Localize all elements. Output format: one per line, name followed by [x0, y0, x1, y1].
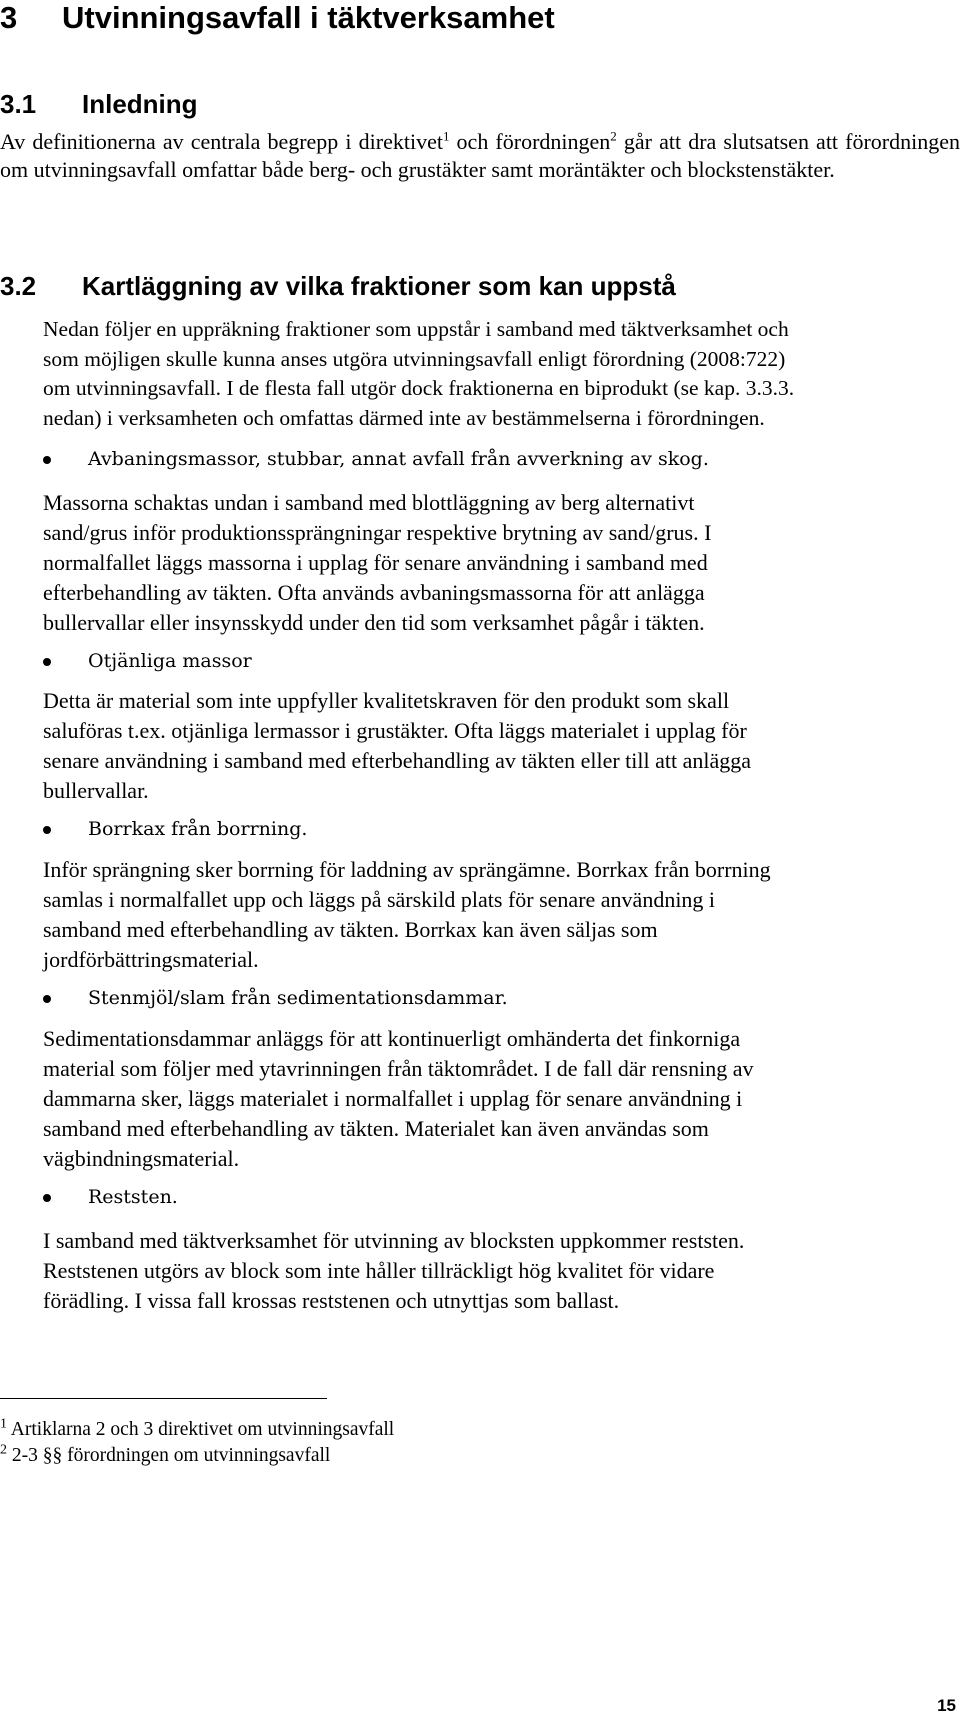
text-line: nedan) i verksamheten och omfattas därmed inte av bestämmelserna i förordningen.: [43, 405, 765, 430]
text-line: förädling. I vissa fall krossas reststenen och utnyttjas som ballast.: [43, 1288, 620, 1313]
bullet-item: [43, 445, 709, 473]
text-line: normalfallet läggs massorna i upplag för senare användning i samband med: [43, 550, 708, 575]
bullet-text: Borrkax från borrning.: [88, 818, 308, 840]
text-line: bullervallar.: [43, 778, 149, 803]
text-line: sand/grus inför produktionssprängningar respektive brytning av sand/grus. I: [43, 520, 712, 545]
intro-text-3: går att dra slutsatsen att förordningen om utvinningsavfall omfattar både berg- och grustäkter samt moräntäkter och blockstenstäkter.: [0, 129, 960, 182]
text-line: efterbehandling av täkten. Ofta används avbaningsmassorna för att anlägga: [43, 580, 705, 605]
bullet-text: Reststen.: [88, 1186, 178, 1208]
section-title: Inledning: [82, 89, 198, 119]
section-heading-inledning: [0, 88, 198, 120]
text-line: om utvinningsavfall. I de flesta fall utgör dock fraktionerna en biprodukt (se kap. 3.3.3.: [43, 376, 795, 400]
intro-paragraph: [0, 128, 960, 184]
text-line: senare användning i samband med efterbehandling av täkten eller till att anlägga: [43, 748, 752, 773]
bullet-dot: [43, 995, 51, 1003]
text-line: Sedimentationsdammar anläggs för att kontinuerligt omhänderta det finkorniga: [43, 1026, 741, 1051]
bullet-dot: [43, 826, 51, 834]
text-line: samband med efterbehandling av täkten. Materialet kan även användas som: [43, 1116, 709, 1141]
bullet-item: [43, 647, 252, 675]
bullet-dot: [43, 658, 51, 666]
section-number: 3.2: [0, 271, 37, 301]
footnote-ref-1[interactable]: 1: [442, 128, 450, 144]
text-line: samlas i normalfallet upp och läggs på särskild plats för senare användning i: [43, 887, 716, 912]
bullet-text: Stenmjöl/slam från sedimentationsdammar.: [88, 987, 508, 1009]
bullet-text: Avbaningsmassor, stubbar, annat avfall från avverkning av skog.: [88, 448, 709, 470]
footnote-mark: 2: [0, 1442, 7, 1458]
kartlaggning-intro: [43, 315, 903, 433]
text-line: Nedan följer en uppräkning fraktioner som uppstår i samband med täktverksamhet och: [43, 317, 789, 341]
text-line: dammarna sker, läggs materialet i normalfallet i upplag för senare användning i: [43, 1086, 743, 1111]
text-line: Detta är material som inte uppfyller kvalitetskraven för den produkt som skall: [43, 688, 730, 713]
footnote-text: 2-3 §§ förordningen om utvinningsavfall: [7, 1445, 331, 1466]
bullet-dot: [43, 456, 51, 464]
footnote-2: [0, 1444, 330, 1468]
bullet-item: [43, 815, 307, 843]
section-number: 3.1: [0, 89, 37, 119]
text-line: som möjligen skulle kunna anses utgöra utvinningsavfall enligt förordning (2008:722): [43, 346, 786, 371]
footnote-1: [0, 1418, 394, 1442]
bullet-text: Otjänliga massor: [88, 650, 252, 672]
page-number: 15: [937, 1696, 956, 1715]
chapter-title: Utvinningsavfall i täktverksamhet: [62, 0, 555, 35]
text-line: samband med efterbehandling av täkten. Borrkax kan även säljas som: [43, 917, 658, 942]
section-title: Kartläggning av vilka fraktioner som kan uppstå: [82, 271, 676, 301]
section-heading-kartlaggning: [0, 270, 676, 302]
chapter-number: 3: [0, 0, 18, 35]
bullet-description: [43, 1024, 903, 1174]
footnote-text: Artiklarna 2 och 3 direktivet om utvinningsavfall: [7, 1419, 395, 1440]
footnote-separator: [0, 1398, 327, 1399]
bullet-item: [43, 984, 508, 1012]
bullet-description: [43, 488, 903, 638]
bullet-dot: [43, 1194, 51, 1202]
chapter-heading: [0, 0, 555, 36]
text-line: material som följer med ytavrinningen från täktområdet. I de fall där rensning av: [43, 1056, 754, 1081]
intro-text-2: och förordningen: [449, 129, 611, 154]
text-line: Reststenen utgörs av block som inte håller tillräckligt hög kvalitet för vidare: [43, 1258, 715, 1283]
bullet-description: [43, 855, 903, 975]
text-line: bullervallar eller insynsskydd under den tid som verksamhet pågår i täkten.: [43, 610, 705, 635]
text-line: Inför sprängning sker borrning för laddning av sprängämne. Borrkax från borrning: [43, 857, 771, 882]
intro-text-1: Av definitionerna av centrala begrepp i direktivet: [0, 129, 443, 154]
bullet-description: [43, 1226, 903, 1316]
text-line: jordförbättringsmaterial.: [43, 947, 259, 972]
text-line: saluföras t.ex. otjänliga lermassor i grustäkter. Ofta läggs materialet i upplag för: [43, 718, 747, 743]
text-line: I samband med täktverksamhet för utvinning av blocksten uppkommer reststen.: [43, 1228, 745, 1253]
footnote-ref-2[interactable]: 2: [610, 128, 617, 144]
text-line: vägbindningsmaterial.: [43, 1146, 240, 1171]
bullet-item: [43, 1183, 178, 1211]
bullet-description: [43, 686, 903, 806]
text-line: Massorna schaktas undan i samband med blottläggning av berg alternativt: [43, 490, 695, 515]
footnote-mark: 1: [0, 1416, 7, 1432]
